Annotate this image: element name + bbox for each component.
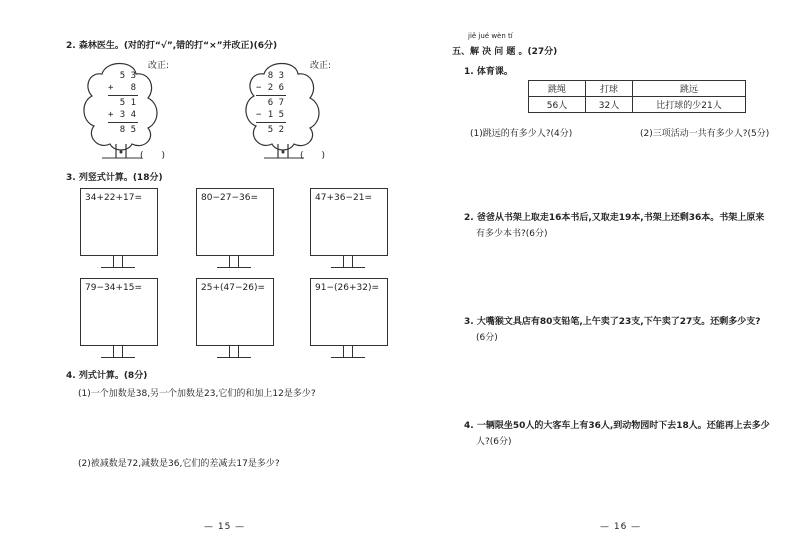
q4-line1: 4. 一辆限坐50人的大客车上有36人,到动物园时下去18人。还能再上去多少	[464, 421, 770, 431]
table-cell: 比打球的少21人	[633, 97, 746, 113]
tree-1-answer-paren[interactable]: ( )	[140, 151, 166, 161]
q1-sub2: (2)三项活动一共有多少人?(5分)	[640, 129, 770, 139]
ground-line	[217, 267, 251, 268]
section-title: 五、解 决 问 题 。(27分)	[452, 47, 558, 57]
q3-title: 3. 列竖式计算。(18分)	[66, 173, 163, 183]
right-page	[400, 0, 800, 544]
table-cell: 56人	[529, 97, 586, 113]
calc-box-2[interactable]: 80−27−36=	[196, 188, 274, 256]
q3-line2: (6分)	[476, 333, 498, 343]
tree-1-correction-label: 改正:	[148, 61, 170, 71]
calc-box-3[interactable]: 47+36−21=	[310, 188, 388, 256]
table-header-cell: 跳绳	[529, 81, 586, 97]
calc-box-6[interactable]: 91−(26+32)=	[310, 278, 388, 346]
ground-line	[331, 267, 365, 268]
ground-line	[101, 267, 135, 268]
ground-line	[331, 357, 365, 358]
table-row	[529, 97, 746, 113]
q3-line1: 3. 大嘴猴文具店有80支铅笔,上午卖了23支,下午卖了27支。还剩多少支?	[464, 317, 761, 327]
sports-table	[528, 80, 746, 113]
q4-sub2: (2)被减数是72,减数是36,它们的差减去17是多少?	[78, 459, 280, 469]
q2-line1: 2. 爸爸从书架上取走16本书后,又取走19本,书架上还剩36本。书架上原来	[464, 213, 765, 223]
tree-1-calculation: 5 3 + 8 5 1 + 3 4 8 5	[108, 71, 136, 135]
section-pinyin: jiě jué wèn tí	[468, 32, 513, 40]
q4-line2: 人?(6分)	[476, 437, 512, 447]
box-stand	[113, 345, 123, 357]
q1-title: 1. 体育课。	[464, 67, 513, 77]
calc-box-4[interactable]: 79−34+15=	[80, 278, 158, 346]
box-stand	[343, 345, 353, 357]
ground-line	[101, 357, 135, 358]
table-header-cell: 跳远	[633, 81, 746, 97]
table-header-cell: 打球	[586, 81, 633, 97]
tree-2-calculation: 8 3 − 2 6 6 7 − 1 5 5 2	[256, 71, 284, 135]
q1-sub1: (1)跳远的有多少人?(4分)	[470, 129, 573, 139]
q4-title: 4. 列式计算。(8分)	[66, 371, 148, 381]
q2-title: 2. 森林医生。(对的打“√”,错的打“×”并改正)(6分)	[66, 41, 278, 51]
page-number-right: — 16 —	[600, 522, 642, 532]
q2-line2: 有多少本书?(6分)	[476, 229, 548, 239]
q4-sub1: (1)一个加数是38,另一个加数是23,它们的和加上12是多少?	[78, 389, 316, 399]
table-row	[529, 81, 746, 97]
box-stand	[229, 255, 239, 267]
box-stand	[229, 345, 239, 357]
page-number-left: — 15 —	[204, 522, 246, 532]
box-stand	[343, 255, 353, 267]
calc-box-5[interactable]: 25+(47−26)=	[196, 278, 274, 346]
table-cell: 32人	[586, 97, 633, 113]
ground-line	[217, 357, 251, 358]
box-stand	[113, 255, 123, 267]
tree-2-correction-label: 改正:	[310, 61, 332, 71]
calc-box-1[interactable]: 34+22+17=	[80, 188, 158, 256]
tree-2-answer-paren[interactable]: ( )	[300, 151, 326, 161]
